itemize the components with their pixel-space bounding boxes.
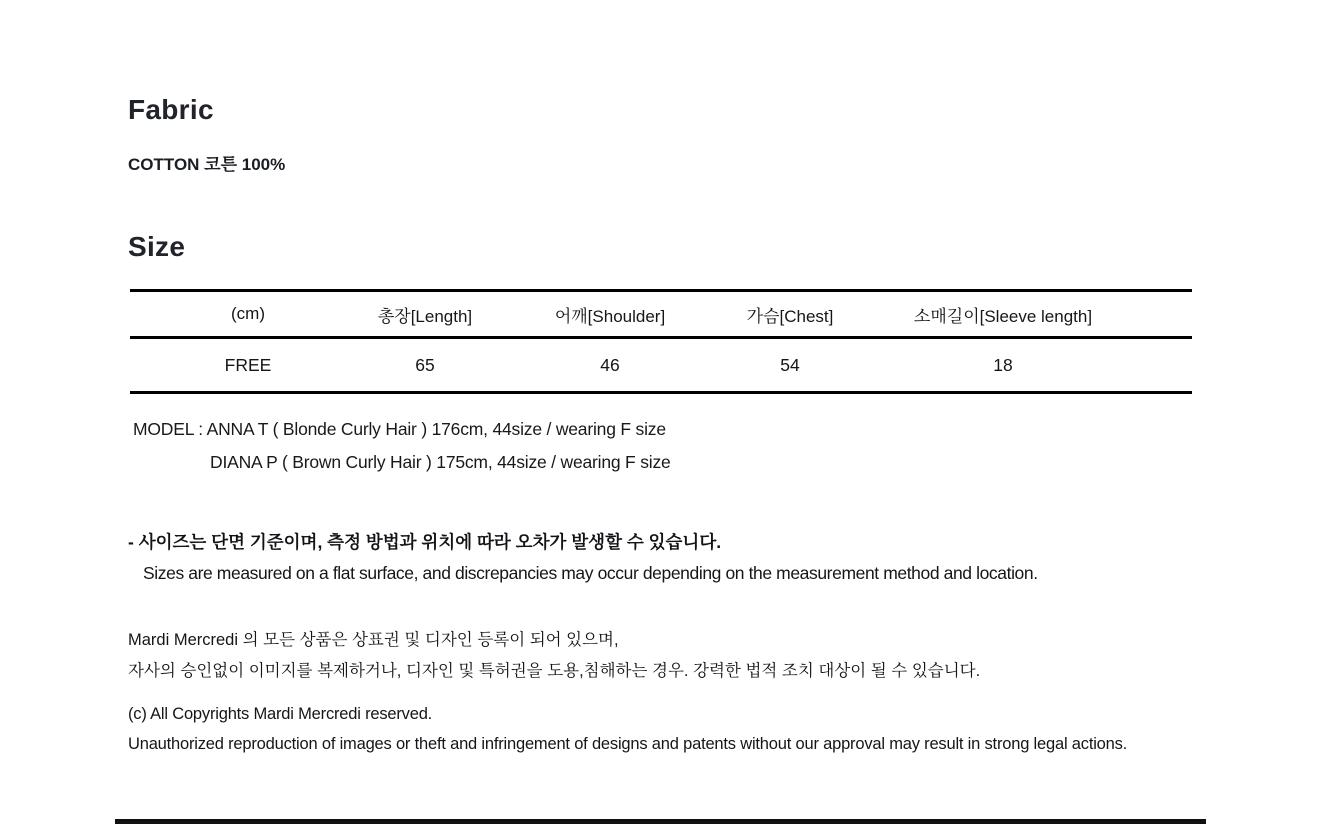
trademark-notice-korean-line2: 자사의 승인없이 이미지를 복제하거나, 디자인 및 특허권을 도용,침해하는 경우. 강력한 법적 조치 대상이 될 수 있습니다.	[128, 662, 981, 680]
size-table-header-length: 총장[Length]	[377, 306, 473, 326]
size-cell-label: FREE	[224, 354, 272, 375]
copyright-notice: (c) All Copyrights Mardi Mercredi reserved.	[128, 705, 433, 723]
measurement-note-korean: - 사이즈는 단면 기준이며, 측정 방법과 위치에 따라 오차가 발생할 수 있습니다.	[128, 532, 722, 552]
trademark-notice-korean-line1: Mardi Mercredi 의 모든 상품은 상표권 및 디자인 등록이 되어 있으며,	[128, 631, 619, 649]
model-info	[133, 413, 671, 479]
measurement-note-english: Sizes are measured on a flat surface, and discrepancies may occur depending on the measurement method and location.	[143, 563, 1038, 583]
model-info-line-diana: DIANA P ( Brown Curly Hair ) 175cm, 44size / wearing F size	[210, 452, 671, 472]
size-cell-sleeve-length: 18	[993, 354, 1013, 375]
model-info-line-anna: MODEL : ANNA T ( Blonde Curly Hair ) 176cm, 44size / wearing F size	[133, 419, 666, 439]
size-cell-chest: 54	[780, 354, 800, 375]
size-table-header-row	[130, 291, 1192, 338]
size-table-row-free	[130, 338, 1192, 393]
size-table-header-unit: (cm)	[231, 304, 265, 323]
size-table	[130, 289, 1192, 394]
fabric-composition-text: COTTON 코튼 100%	[128, 155, 286, 174]
size-cell-shoulder: 46	[600, 354, 620, 375]
size-cell-length: 65	[415, 354, 435, 375]
next-section-divider-bar	[115, 819, 1206, 824]
size-table-header-shoulder: 어깨[Shoulder]	[554, 306, 666, 326]
size-table-header-chest: 가슴[Chest]	[746, 306, 834, 326]
size-section-heading: Size	[128, 231, 186, 262]
fabric-section-heading: Fabric	[128, 94, 214, 125]
size-table-header-sleeve-length: 소매길이[Sleeve length]	[913, 306, 1093, 326]
copyright-warning-english: Unauthorized reproduction of images or theft and infringement of designs and patents without our approval may result in strong legal actions.	[128, 735, 1128, 753]
